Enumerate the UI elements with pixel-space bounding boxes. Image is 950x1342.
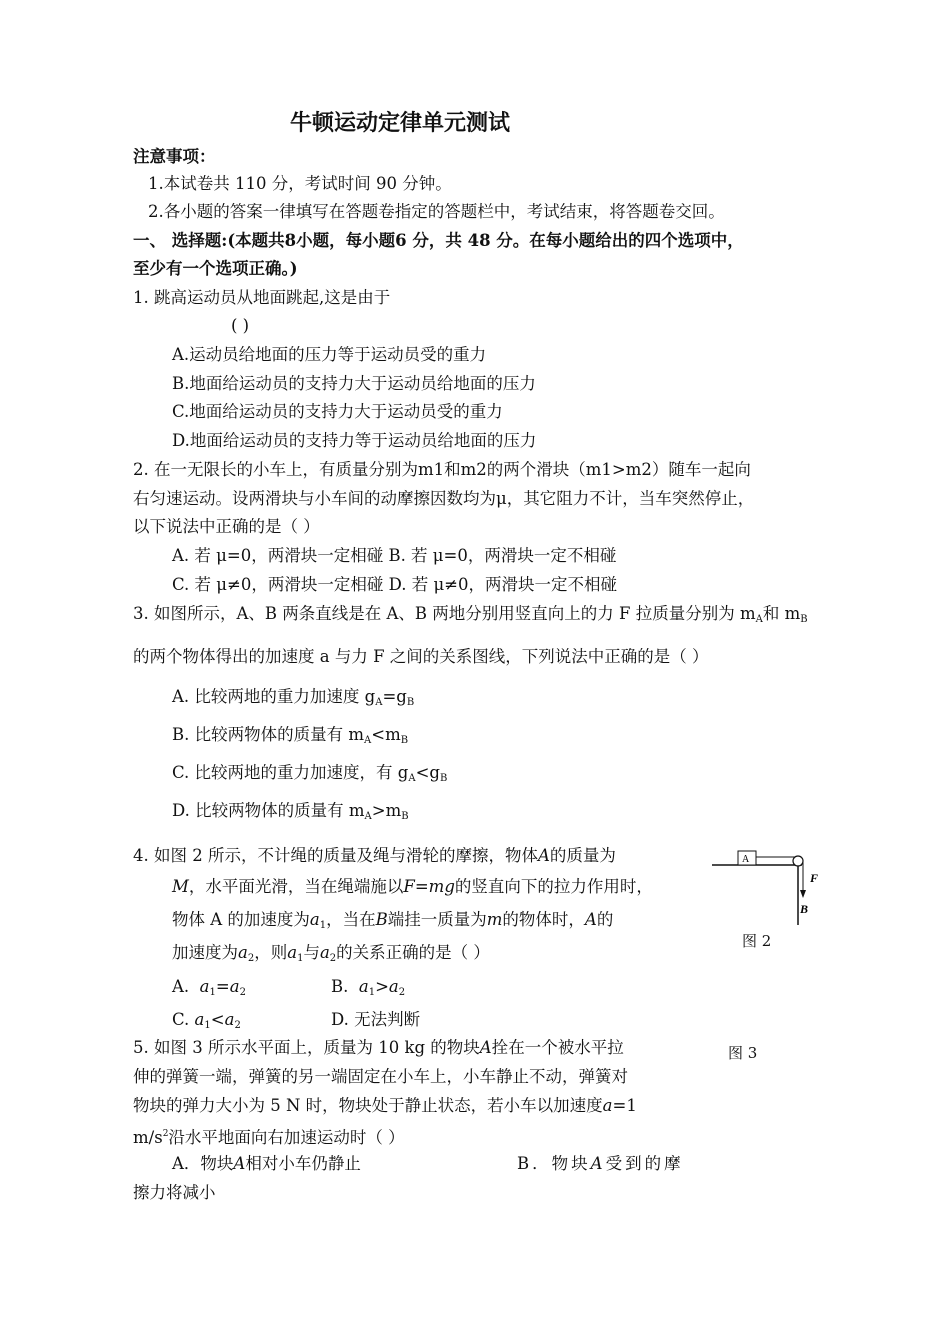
figure-2-force-arrow xyxy=(800,890,806,898)
q5-stem-line-1: 5. 如图 3 所示水平面上，质量为 10 kg 的物块A拴在一个被水平拉 xyxy=(133,1038,624,1057)
q4-stem-line-4: 加速度为$a_2$，则$a_1$与$a_2$的关系正确的是（ ） xyxy=(172,943,490,964)
q4-stem-line-1: 4. 如图 2 所示，不计绳的质量及绳与滑轮的摩擦，物体A的质量为 xyxy=(133,846,616,865)
q3-option-c: C. 比较两地的重力加速度，有 $g_A<g_B$ xyxy=(172,763,448,784)
q5-stem-line-3: 物块的弹力大小为 5 N 时，物块处于静止状态，若小车以加速度a=1 xyxy=(133,1096,637,1115)
q5-stem-line-2: 伸的弹簧一端，弹簧的另一端固定在小车上，小车静止不动，弹簧对 xyxy=(133,1067,628,1086)
figure-3-caption: 图 3 xyxy=(728,1044,758,1062)
figure-2-label-b: B xyxy=(800,902,809,916)
q3-stem-line-1: 3. 如图所示，A、B 两条直线是在 A、B 两地分别用竖直向上的力 F 拉质量分别为 $m_A$和 $m_B$ xyxy=(133,604,808,625)
figure-2-pulley-diagram xyxy=(710,845,830,925)
q2-stem-line-2: 右匀速运动。设两滑块与小车间的动摩擦因数均为μ，其它阻力不计，当车突然停止， xyxy=(133,489,755,508)
figure-2-pulley xyxy=(793,856,803,866)
notice-item-1: 1.本试卷共 110 分，考试时间 90 分钟。 xyxy=(148,174,452,193)
q3-option-a: A. 比较两地的重力加速度 $g_A=g_B$ xyxy=(172,687,415,708)
q1-answer-blank: ( ) xyxy=(231,316,250,335)
q4-option-b: B. $a_1>a_2$ xyxy=(331,977,406,998)
figure-2-caption: 图 2 xyxy=(742,932,772,950)
q2-options-line-2: C. 若 μ≠0，两滑块一定相碰 D. 若 μ≠0，两滑块一定不相碰 xyxy=(172,575,617,594)
q5-option-b-continued: 擦力将减小 xyxy=(133,1183,216,1202)
figure-2-label-a: A xyxy=(742,854,750,865)
q5-option-b: B．物块A受到的摩 xyxy=(517,1154,684,1173)
q1-option-a: A.运动员给地面的压力等于运动员受的重力 xyxy=(172,345,487,364)
section-heading-line-1: 一、 选择题:(本题共8小题，每小题6 分，共 48 分。在每小题给出的四个选项中， xyxy=(133,231,744,250)
q4-option-d: D. 无法判断 xyxy=(331,1010,421,1029)
q4-stem-line-2: M，水平面光滑，当在绳端施以F=mg的竖直向下的拉力作用时， xyxy=(172,877,653,896)
q5-stem-line-4: $m/s^2$沿水平地面向右加速运动时（ ） xyxy=(133,1128,405,1147)
q4-stem-line-3: 物体 A 的加速度为$a_1$，当在B端挂一质量为m的物体时，A的 xyxy=(172,910,614,931)
notice-item-2: 2.各小题的答案一律填写在答题卷指定的答题栏中，考试结束，将答题卷交回。 xyxy=(148,202,725,221)
q1-option-b: B.地面给运动员的支持力大于运动员给地面的压力 xyxy=(172,374,536,393)
q2-options-line-1: A. 若 μ=0，两滑块一定相碰 B. 若 μ=0，两滑块一定不相碰 xyxy=(172,546,617,565)
notice-heading: 注意事项： xyxy=(133,147,216,166)
q4-option-a: A. $a_1=a_2$ xyxy=(172,977,246,998)
page-title: 牛顿运动定律单元测试 xyxy=(290,110,511,136)
q1-stem: 1. 跳高运动员从地面跳起,这是由于 xyxy=(133,288,391,307)
q2-stem-line-1: 2. 在一无限长的小车上，有质量分别为m1和m2的两个滑块（m1>m2）随车一起向 xyxy=(133,460,751,479)
q3-stem-line-2: 的两个物体得出的加速度 a 与力 F 之间的关系图线，下列说法中正确的是（ ） xyxy=(133,647,709,666)
q3-option-d: D. 比较两物体的质量有 $m_A>m_B$ xyxy=(172,801,409,822)
q5-option-a: A．物块A相对小车仍静止 xyxy=(172,1154,361,1173)
section-heading-line-2: 至少有一个选项正确。) xyxy=(133,259,298,278)
q1-option-d: D.地面给运动员的支持力等于运动员给地面的压力 xyxy=(172,431,537,450)
q3-option-b: B. 比较两物体的质量有 $m_A<m_B$ xyxy=(172,725,409,746)
q4-option-c: C. $a_1<a_2$ xyxy=(172,1010,241,1031)
figure-2-label-f: F xyxy=(810,871,819,885)
q1-option-c: C.地面给运动员的支持力大于运动员受的重力 xyxy=(172,402,503,421)
q2-stem-line-3: 以下说法中正确的是（ ） xyxy=(133,517,320,536)
